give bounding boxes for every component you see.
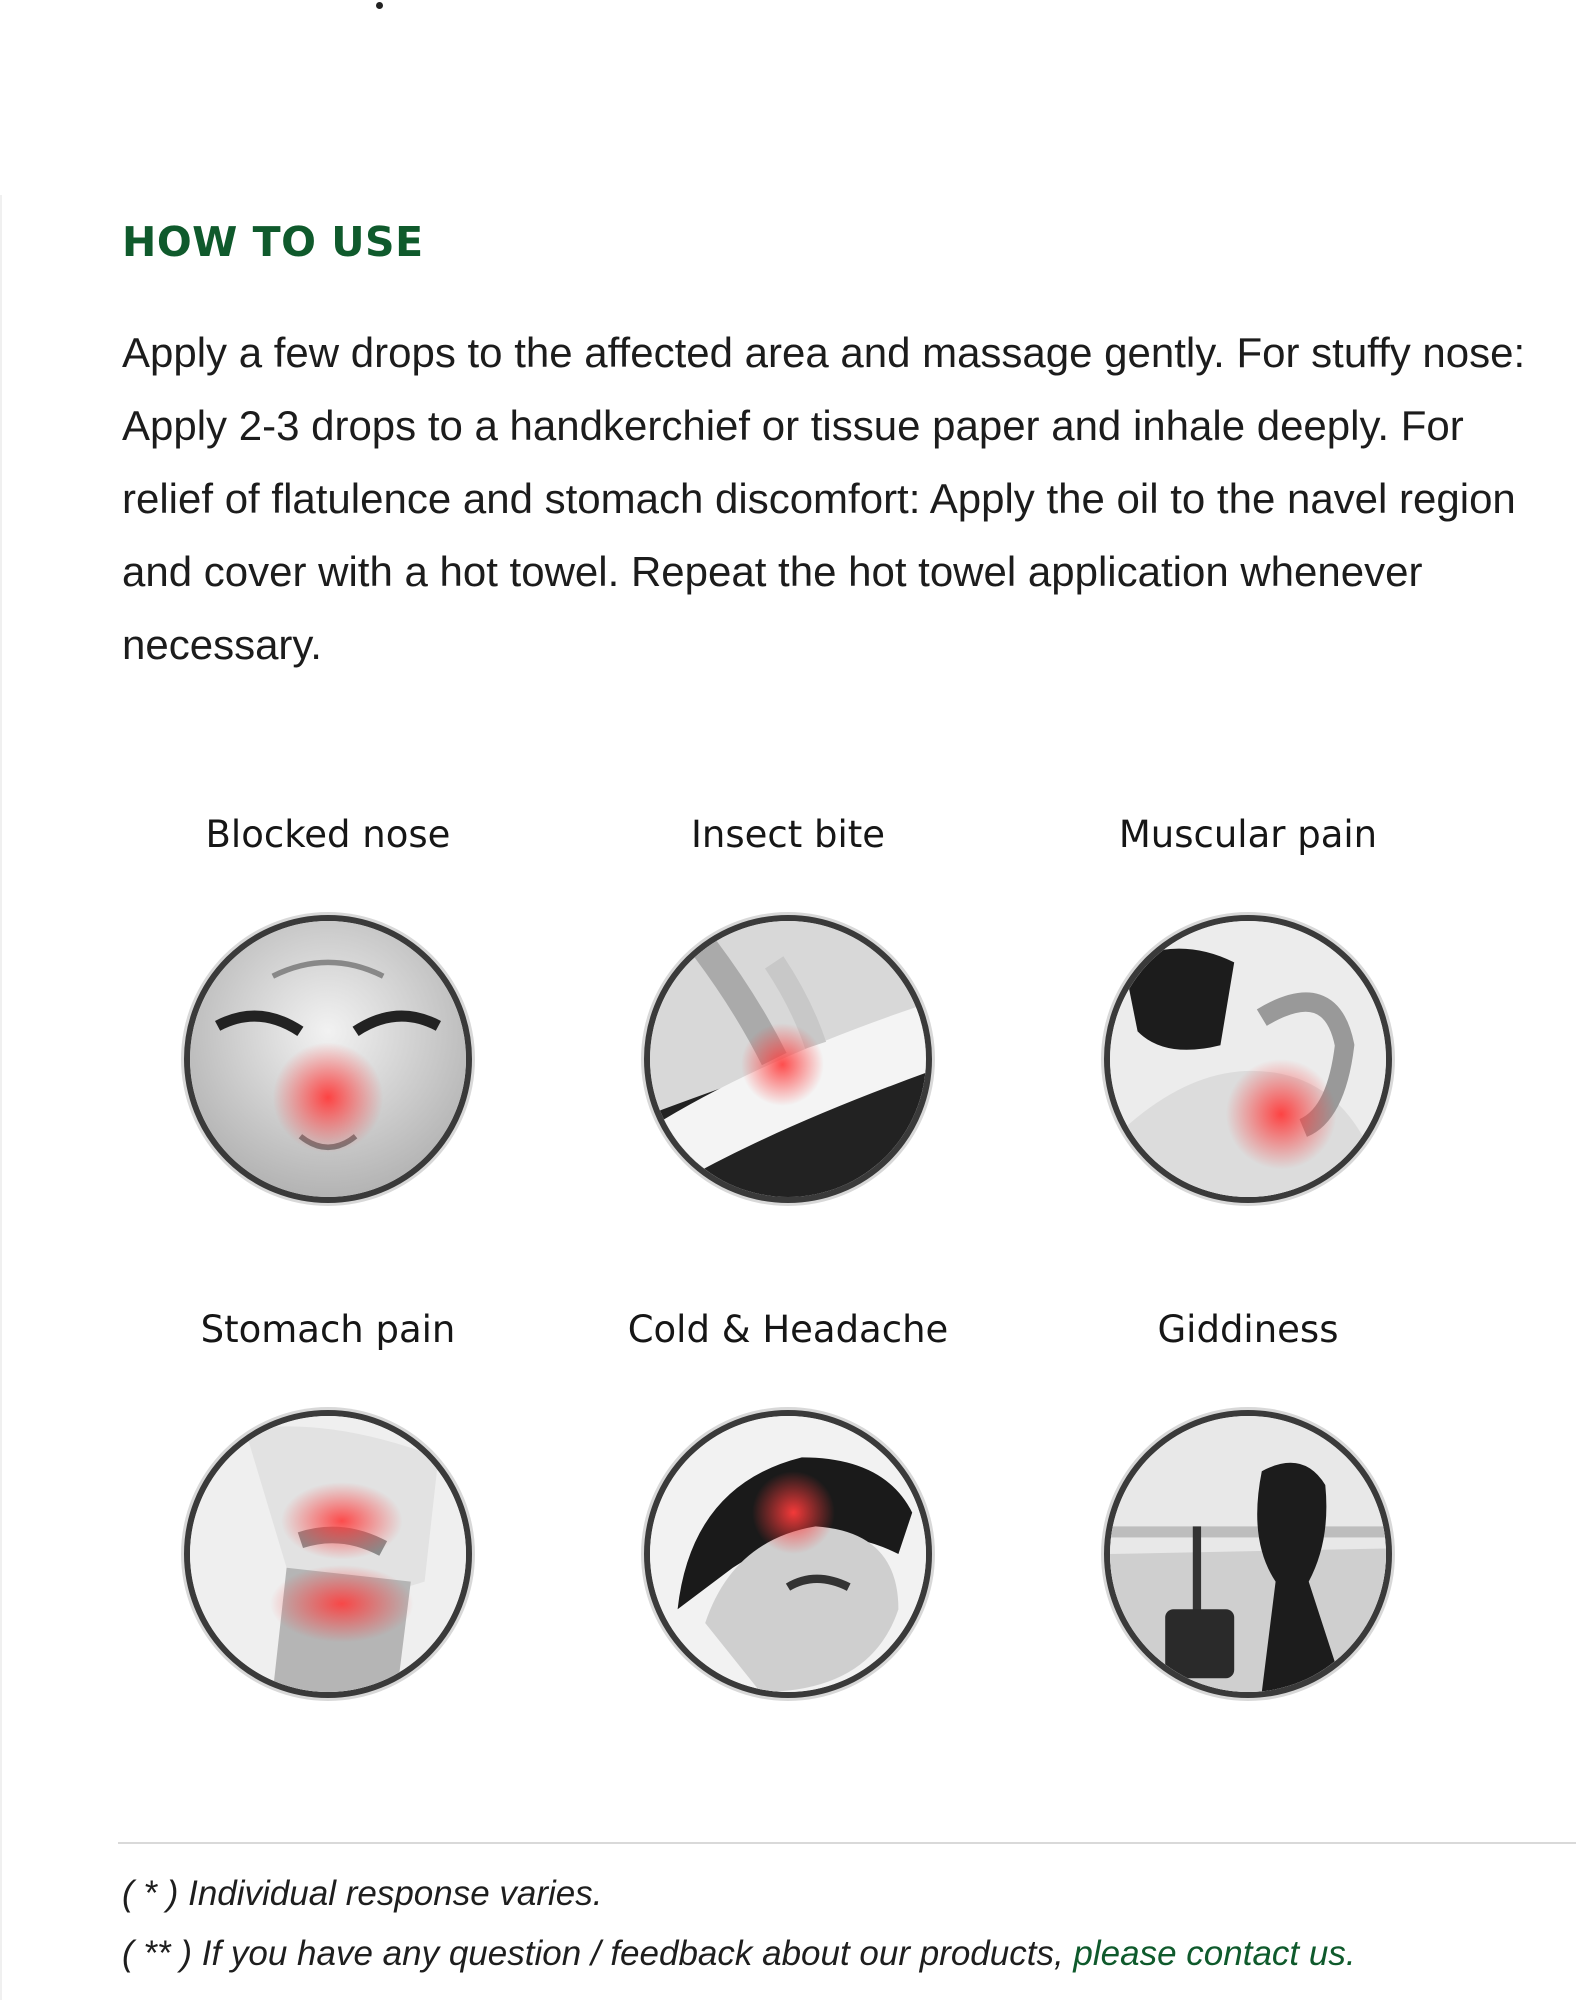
use-label: Cold & Headache [627,1308,949,1351]
usage-instructions: Apply a few drops to the affected area and massage gently. For stuffy nose: Apply 2-3 drops to a handkerchief or tissue paper and inhale deeply. For relief of flatulence and stomach discomfort: Apply the oil to the navel region and cover with a hot towel. Repeat the hot towel application whenever necessary. [122,329,1526,668]
section-title: HOW TO USE [122,218,424,266]
insect-bite-icon [644,915,932,1203]
use-item-insect-bite [578,805,998,1203]
use-item-stomach-pain [118,1300,538,1698]
giddiness-icon [1104,1410,1392,1698]
blocked-nose-icon [184,915,472,1203]
use-label: Insect bite [690,813,886,856]
muscular-pain-icon [1104,915,1392,1203]
use-label: Blocked nose [205,813,451,856]
footnote-individual-response: ( * ) Individual response varies. [122,1874,603,1913]
footnote-divider [118,1842,1576,1844]
use-label: Stomach pain [200,1308,456,1351]
footnote-contact [122,1934,1356,1974]
use-item-blocked-nose [118,805,538,1203]
headache-icon [644,1410,932,1698]
contact-us-link[interactable]: please contact us. [1073,1934,1356,1973]
use-item-cold-headache [578,1300,998,1698]
stomach-pain-icon [184,1410,472,1698]
use-label: Giddiness [1157,1308,1339,1351]
use-item-muscular-pain [1038,805,1458,1203]
use-item-giddiness [1038,1300,1458,1698]
footnote-contact-text: ( ** ) If you have any question / feedback about our products, [122,1934,1074,1973]
use-label: Muscular pain [1118,813,1378,856]
